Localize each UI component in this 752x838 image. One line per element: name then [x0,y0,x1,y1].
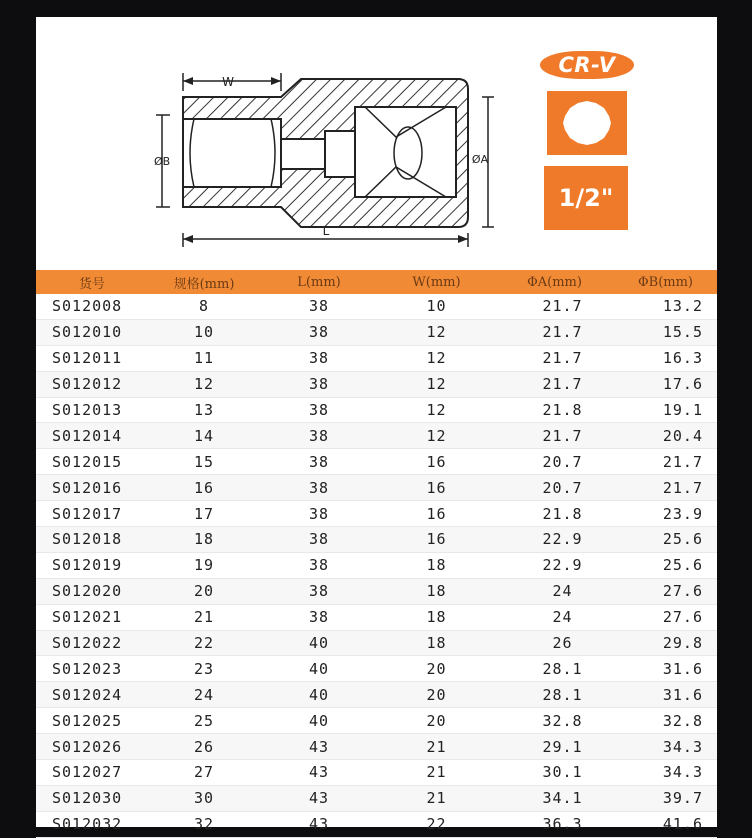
cell-width: 10 [426,297,447,316]
cell-diameter-b: 31.6 [662,659,703,678]
cell-width: 22 [426,815,447,834]
cell-diameter-b: 21.7 [662,478,703,497]
cell-size: 19 [193,556,215,575]
cell-width: 18 [426,556,447,575]
cell-diameter-a: 34.1 [542,789,583,808]
cell-size: 17 [193,504,215,523]
table-row [36,527,717,553]
crv-logo-text: CR-V [558,53,616,77]
cell-diameter-b: 25.6 [662,556,703,575]
cell-diameter-b: 27.6 [662,582,703,601]
cell-part-number: S012008 [52,297,123,316]
cell-diameter-b: 29.8 [662,634,703,653]
cell-diameter-a: 21.7 [542,426,583,445]
cell-width: 18 [426,608,447,627]
cell-size: 10 [193,323,215,342]
cell-width: 16 [426,530,447,549]
cell-diameter-b: 27.6 [662,608,703,627]
cell-width: 21 [426,789,447,808]
cell-part-number: S012013 [52,401,123,419]
cell-diameter-b: 17.6 [662,375,703,394]
cell-size: 23 [193,659,215,678]
cell-diameter-a: 21.7 [542,297,583,316]
cell-length: 43 [308,763,330,782]
cell-size: 24 [193,685,215,704]
cell-length: 38 [308,375,330,394]
table-row [36,423,717,449]
table-row [36,605,717,631]
cell-diameter-b: 32.8 [662,711,703,730]
cell-width: 16 [426,504,447,523]
cell-width: 20 [426,685,447,704]
cell-size: 8 [198,297,210,316]
cell-length: 38 [308,478,330,497]
table-header [36,270,717,294]
cell-diameter-a: 22.9 [542,556,583,575]
table-row [36,294,717,320]
cell-size: 14 [193,426,215,445]
cell-size: 26 [193,737,215,756]
cell-part-number: S012024 [52,685,123,704]
cell-length: 43 [308,789,330,808]
table-row [36,734,717,760]
cell-diameter-b: 39.7 [662,789,703,808]
cell-length: 38 [308,349,330,368]
cell-diameter-b: 31.6 [662,685,703,704]
cell-width: 18 [426,634,447,653]
cell-size: 12 [193,375,215,394]
header-part-number: 货号 [78,276,105,292]
cell-part-number: S012012 [52,375,123,394]
cell-part-number: S012014 [52,426,123,445]
header-length: L(mm) [297,274,341,290]
dim-label-l: L [322,224,330,238]
cell-length: 38 [308,426,330,445]
cell-width: 12 [426,375,447,394]
cell-width: 21 [426,763,447,782]
cell-width: 18 [426,582,447,601]
cell-diameter-a: 21.7 [542,349,583,368]
table-row [36,475,717,501]
cell-diameter-b: 21.7 [662,452,703,471]
cell-diameter-a: 21.8 [542,504,583,523]
cell-length: 38 [308,401,330,419]
cell-length: 40 [308,711,330,730]
cell-length: 38 [308,323,330,342]
product-header [36,17,717,270]
table-row [36,631,717,657]
cell-part-number: S012021 [52,608,123,627]
cell-size: 13 [193,401,215,419]
cell-diameter-b: 16.3 [662,349,703,368]
cell-diameter-a: 28.1 [542,659,583,678]
table-row [36,682,717,708]
cell-size: 21 [193,608,215,627]
cell-size: 32 [193,815,215,834]
cell-part-number: S012019 [52,556,123,575]
table-row [36,398,717,424]
cell-diameter-a: 22.9 [542,530,583,549]
drive-size-label: 1/2" [558,184,614,212]
cell-length: 43 [308,737,330,756]
cell-length: 38 [308,556,330,575]
table-row [36,786,717,812]
cell-length: 38 [308,608,330,627]
cell-size: 18 [193,530,215,549]
cell-part-number: S012017 [52,504,123,523]
cell-width: 12 [426,349,447,368]
cell-width: 12 [426,323,447,342]
cell-diameter-a: 20.7 [542,452,583,471]
cell-width: 20 [426,711,447,730]
cell-diameter-a: 29.1 [542,737,583,756]
cell-size: 15 [193,452,215,471]
cell-diameter-a: 24 [552,582,573,601]
table-row [36,760,717,786]
cell-part-number: S012022 [52,634,123,653]
twelve-point-profile-icon [547,91,627,155]
header-diameter-b: ΦB(mm) [637,274,693,290]
cell-part-number: S012027 [52,763,123,782]
cell-part-number: S012011 [52,349,123,368]
cell-width: 16 [426,478,447,497]
table-row [36,553,717,579]
table-row [36,501,717,527]
table-row [36,346,717,372]
cell-diameter-a: 28.1 [542,685,583,704]
cell-size: 11 [193,349,215,368]
cell-part-number: S012026 [52,737,123,756]
cell-size: 27 [193,763,215,782]
cell-part-number: S012015 [52,452,123,471]
dim-label-b: ØB [154,155,171,168]
cell-size: 20 [193,582,215,601]
cell-part-number: S012023 [52,659,123,678]
cell-length: 40 [308,634,330,653]
socket-cross-section-diagram [116,67,489,252]
cell-part-number: S012032 [52,815,123,834]
cell-diameter-b: 15.5 [662,323,703,342]
cell-size: 22 [193,634,215,653]
cell-width: 12 [426,426,447,445]
table-row [36,708,717,734]
cell-diameter-b: 25.6 [662,530,703,549]
drive-size-badge [544,166,628,230]
cell-diameter-b: 34.3 [662,763,703,782]
cell-diameter-b: 23.9 [662,504,703,523]
cell-length: 38 [308,297,330,316]
header-width: W(mm) [412,274,461,290]
cell-length: 38 [308,582,330,601]
cell-length: 40 [308,685,330,704]
cell-width: 16 [426,452,447,471]
cell-width: 21 [426,737,447,756]
cell-part-number: S012030 [52,789,123,808]
header-diameter-a: ΦA(mm) [527,274,582,290]
table-row [36,449,717,475]
crv-material-logo [540,51,634,79]
cell-length: 40 [308,659,330,678]
cell-diameter-a: 32.8 [542,711,583,730]
cell-length: 43 [308,815,330,834]
cell-part-number: S012018 [52,530,123,549]
cell-diameter-a: 26 [552,634,573,653]
cell-diameter-b: 13.2 [662,297,703,316]
spec-table [36,270,717,838]
cell-part-number: S012016 [52,478,123,497]
cell-part-number: S012020 [52,582,123,601]
cell-diameter-a: 24 [552,608,573,627]
cell-diameter-b: 19.1 [662,401,703,419]
header-size: 规格(mm) [173,276,235,292]
cell-part-number: S012025 [52,711,123,730]
cell-width: 12 [426,401,447,419]
cell-diameter-b: 41.6 [662,815,703,834]
cell-diameter-a: 21.8 [542,401,583,419]
table-row [36,372,717,398]
table-row [36,812,717,838]
dim-label-w: W [222,75,234,89]
cell-diameter-a: 21.7 [542,375,583,394]
table-body [36,294,717,838]
cell-width: 20 [426,659,447,678]
cell-length: 38 [308,504,330,523]
table-row [36,320,717,346]
cell-size: 16 [193,478,215,497]
cell-part-number: S012010 [52,323,123,342]
cell-diameter-a: 21.7 [542,323,583,342]
dim-label-a: ØA [471,153,489,166]
cell-size: 25 [193,711,215,730]
table-row [36,656,717,682]
cell-diameter-a: 36.3 [542,815,583,834]
cell-size: 30 [193,789,215,808]
cell-length: 38 [308,530,330,549]
cell-diameter-b: 20.4 [662,426,703,445]
cell-length: 38 [308,452,330,471]
product-spec-panel [36,17,717,834]
table-row [36,579,717,605]
cell-diameter-a: 30.1 [542,763,583,782]
cell-diameter-a: 20.7 [542,478,583,497]
cell-diameter-b: 34.3 [662,737,703,756]
